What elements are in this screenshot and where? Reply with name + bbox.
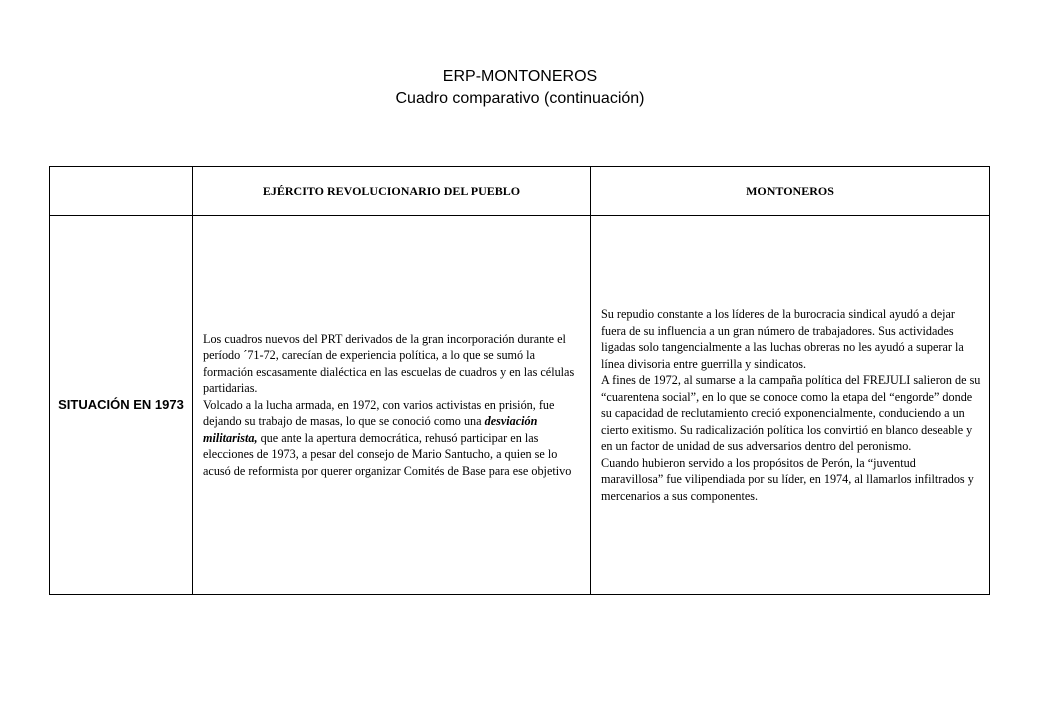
erp-emphasis-term: desviación militarista, <box>203 414 538 445</box>
montoneros-paragraph-3: Cuando hubieron servido a los propósitos de Perón, la “juventud maravillosa” fue vilipendiada por su líder, en 1974, al llamarlos infiltrados y mercenarios a sus componentes. <box>601 455 974 503</box>
montoneros-paragraph-2: A fines de 1972, al sumarse a la campaña política del FREJULI salieron de su “cuarentena social”, en lo que se conoce como la etapa del “engorde” donde su capacidad de reclutamiento creció exponencialmente, conduciendo a un cierto exitismo. Su radicalización política los convirtió en blanco deseable y en un factor de unidad de sus adversarios dentro del peronismo. <box>601 373 981 453</box>
header-montoneros: MONTONEROS <box>591 167 990 216</box>
erp-paragraph-1: Los cuadros nuevos del PRT derivados de la gran incorporación durante el período ´71-72, carecían de experiencia política, a lo que se sumó la formación escasamente dialéctica en las escuelas de cuadros y en las células partidarias. <box>203 331 575 396</box>
header-erp: EJÉRCITO REVOLUCIONARIO DEL PUEBLO <box>193 167 591 216</box>
table-row <box>50 216 990 595</box>
erp-paragraph-2 <box>203 397 580 480</box>
document-title <box>0 66 1040 110</box>
montoneros-paragraph-1: Su repudio constante a los líderes de la burocracia sindical ayudó a dejar fuera de su influencia a un gran número de trabajadores. Sus actividades ligadas solo tangencialmente a las luchas obreras no les ayudó a superar la línea divisoria entre guerrilla y sindicatos. <box>601 307 964 371</box>
erp-cell <box>193 216 591 595</box>
erp-paragraph-2-end: que ante la apertura democrática, rehusó participar en las elecciones de 1973, a pesar del consejo de Mario Santucho, a quien se lo acusó de reformista por querer organizar Comités de Base para ese objetivo <box>203 430 572 478</box>
row-label-situacion-1973: SITUACIÓN EN 1973 <box>50 216 193 595</box>
comparison-table <box>49 166 990 595</box>
table-header-row <box>50 167 990 216</box>
montoneros-text <box>591 306 989 504</box>
montoneros-cell <box>591 216 990 595</box>
header-corner-cell <box>50 167 193 216</box>
erp-paragraph-2-start: Volcado a la lucha armada, en 1972, con varios activistas en prisión, fue dejando su trabajo de masas, lo que se conoció como una <box>203 397 555 429</box>
title-main: ERP-MONTONEROS <box>442 68 598 85</box>
title-subtitle: Cuadro comparativo (continuación) <box>395 90 645 107</box>
erp-text <box>193 331 590 480</box>
